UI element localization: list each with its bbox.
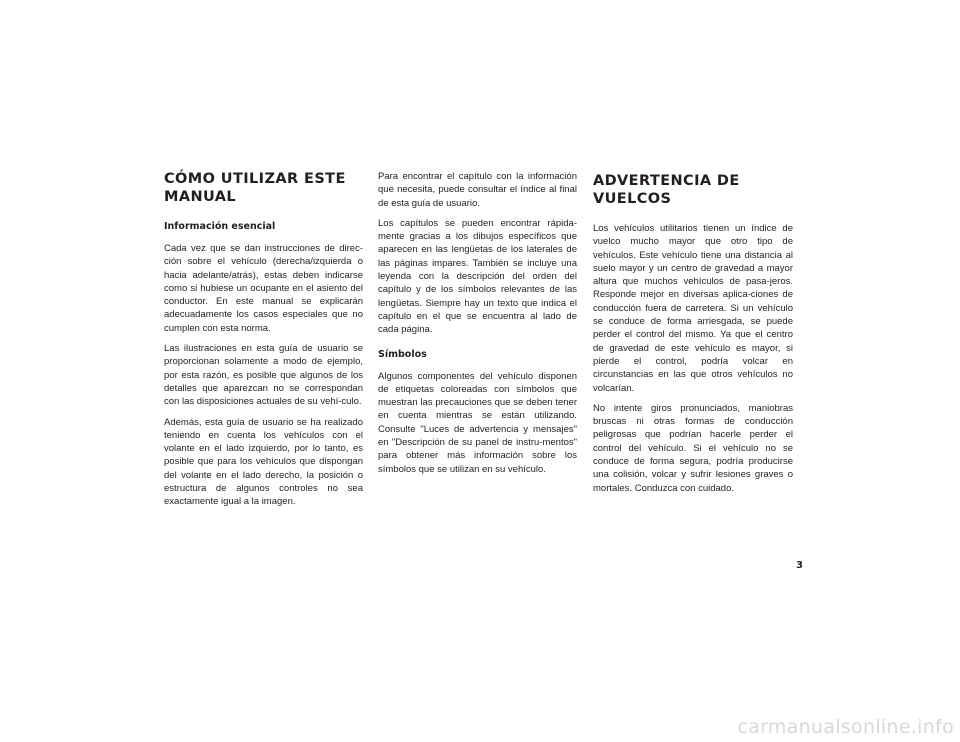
paragraph: Los vehículos utilitarios tienen un índice de vuelco mucho mayor que otro tipo de vehículos. Este vehículo tiene una distancia al suelo mayor y un centro de gravedad a mayor altura que muchos vehículos de pasa-jeros. Responde mejor en diversas aplica-ciones de conducción fuera de carretera. Si un vehículo se conduce de forma arriesgada, se puede perder el control del mismo. Ya que el centro de gravedad de este vehículo es mayor, si pierde el control, podría volcar en circunstancias en las que otros vehículos no volcarían. (593, 223, 793, 394)
subheading-essential-info: Información esencial (164, 221, 276, 232)
paragraph: Algunos componentes del vehículo disponen de etiquetas coloreadas con símbolos que muestran las precauciones que se deben tener en cuenta mientras se están utilizando. Consulte "Luces de advertencia y mensajes" en "Descripción de su panel de instru-mentos" para obtener más información sobre los símbolos que se utilizan en su vehículo. (378, 370, 577, 475)
watermark: carmanualsonline.info (737, 716, 954, 738)
paragraph: Para encontrar el capítulo con la información que necesita, puede consultar el índice al final de esta guía de usuario. (378, 171, 577, 209)
paragraph: Las ilustraciones en esta guía de usuario se proporcionan solamente a modo de ejemplo, por esta razón, es posible que algunos de los detalles que aparezcan no se correspondan con las disposiciones actuales de su vehí-culo. (164, 343, 363, 408)
title-line: VUELCOS (593, 191, 672, 207)
title-line: CÓMO UTILIZAR ESTE (164, 171, 346, 187)
section-title-how-to-use (164, 170, 363, 206)
title-line: MANUAL (164, 189, 236, 205)
column-left (164, 170, 363, 516)
column-middle (378, 170, 577, 483)
section-title-rollover-warning (593, 172, 793, 208)
paragraph: Los capítulos se pueden encontrar rápida-mente gracias a los dibujos específicos que aparecen en las lengüetas de los laterales de las páginas impares. También se incluye una leyenda con la descripción del orden del capítulo y de los símbolos relevantes de las lengüetas. Siempre hay un texto que indica el capítulo en el que se encuentra al lado de cada página. (378, 217, 577, 336)
paragraph: Cada vez que se dan instrucciones de direc-ción sobre el vehículo (derecha/izquierda o hacia adelante/atrás), estas deben indicarse como si hubiese un ocupante en el asiento del conductor. En este manual se explicarán adecuadamente los casos especiales que no cumplen con esta norma. (164, 243, 363, 334)
paragraph: No intente giros pronunciados, maniobras bruscas ni otras formas de conducción peligrosas que podrían hacerle perder el control del vehículo. Si el vehículo no se conduce de forma segura, podría producirse una colisión, volcar y sufrir lesiones graves o mortales. Conduzca con cuidado. (593, 402, 793, 494)
column-right (593, 170, 793, 502)
title-line: ADVERTENCIA DE (593, 173, 740, 189)
paragraph: Además, esta guía de usuario se ha realizado teniendo en cuenta los vehículos con el volante en el lado izquierdo, por lo tanto, es posible que para los vehículos que dispongan del volante en el lado derecho, la posición o estructura de algunos controles no sea exactamente igual a la imagen. (164, 416, 363, 508)
page-number: 3 (796, 560, 803, 571)
subheading-symbols: Símbolos (378, 348, 427, 360)
